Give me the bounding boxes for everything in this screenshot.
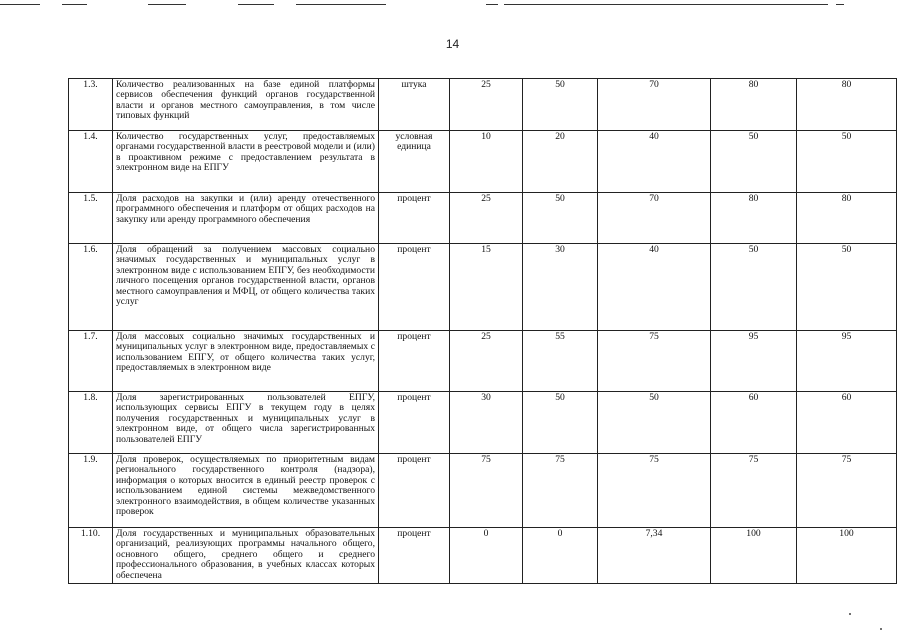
- row-number: 1.9.: [69, 454, 113, 528]
- indicator-value: 30: [523, 244, 598, 331]
- scan-artifact-line: [836, 4, 844, 5]
- indicator-value: 60: [711, 392, 797, 454]
- table-row: [69, 392, 897, 454]
- table-row: [69, 331, 897, 392]
- scan-artifact-line: [504, 4, 828, 5]
- indicator-description: Количество государственных услуг, предоставляемых органами государственной власти в реестровой модели и (или) в проактивном режиме с предоставлением результата в электронном виде на ЕПГУ: [113, 131, 379, 193]
- indicator-value: 70: [598, 79, 711, 131]
- indicator-value: 40: [598, 131, 711, 193]
- indicator-value: 80: [711, 79, 797, 131]
- row-number: 1.7.: [69, 331, 113, 392]
- indicator-description: Доля массовых социально значимых государственных и муниципальных услуг в электронном виде, предоставляемых с использованием ЕПГУ, от общего количества таких услуг, предоставляемых в электронном виде: [113, 331, 379, 392]
- indicator-value: 80: [797, 79, 897, 131]
- table-row: [69, 528, 897, 584]
- scan-artifact-line: [296, 4, 386, 5]
- unit-of-measure: процент: [379, 454, 450, 528]
- indicator-description: Доля расходов на закупки и (или) аренду отечественного программного обеспечения и платформ от общих расходов на закупку или аренду программного обеспечения: [113, 193, 379, 244]
- indicator-value: 25: [450, 193, 523, 244]
- indicators-table: [68, 78, 897, 584]
- row-number: 1.5.: [69, 193, 113, 244]
- row-number: 1.3.: [69, 79, 113, 131]
- table-row: [69, 131, 897, 193]
- indicator-value: 50: [598, 392, 711, 454]
- indicator-value: 10: [450, 131, 523, 193]
- indicator-value: 100: [797, 528, 897, 584]
- indicator-value: 95: [711, 331, 797, 392]
- indicator-value: 50: [523, 193, 598, 244]
- row-number: 1.8.: [69, 392, 113, 454]
- indicator-description: Количество реализованных на базе единой платформы сервисов обеспечения функций органов государственной власти и органов местного самоуправления, в том числе типовых функций: [113, 79, 379, 131]
- row-number: 1.4.: [69, 131, 113, 193]
- unit-of-measure: процент: [379, 392, 450, 454]
- indicator-value: 0: [450, 528, 523, 584]
- indicator-value: 80: [711, 193, 797, 244]
- indicator-value: 50: [711, 131, 797, 193]
- unit-of-measure: процент: [379, 193, 450, 244]
- scan-speck: [849, 613, 851, 615]
- table-row: [69, 454, 897, 528]
- indicator-value: 50: [523, 392, 598, 454]
- indicator-value: 55: [523, 331, 598, 392]
- indicator-value: 40: [598, 244, 711, 331]
- row-number: 1.10.: [69, 528, 113, 584]
- indicator-description: Доля проверок, осуществляемых по приоритетным видам регионального государственного контроля (надзора), информация о которых вносится в единый реестр проверок с использованием единой системы межведомственного электронного взаимодействия, в общем количестве указанных проверок: [113, 454, 379, 528]
- indicator-value: 75: [797, 454, 897, 528]
- indicator-value: 25: [450, 79, 523, 131]
- indicator-value: 75: [523, 454, 598, 528]
- scan-artifact-line: [238, 4, 274, 5]
- unit-of-measure: процент: [379, 331, 450, 392]
- indicator-value: 50: [711, 244, 797, 331]
- indicator-value: 60: [797, 392, 897, 454]
- unit-of-measure: условная единица: [379, 131, 450, 193]
- indicator-value: 15: [450, 244, 523, 331]
- indicator-value: 30: [450, 392, 523, 454]
- scan-speck: [880, 628, 882, 630]
- indicator-value: 75: [598, 454, 711, 528]
- indicator-value: 0: [523, 528, 598, 584]
- table-row: [69, 244, 897, 331]
- indicator-description: Доля государственных и муниципальных образовательных организаций, реализующих программы начального общего, основного общего, среднего общего и среднего профессионального образования, в учебных классах которых обеспечена: [113, 528, 379, 584]
- unit-of-measure: процент: [379, 244, 450, 331]
- indicator-description: Доля обращений за получением массовых социально значимых государственных и муниципальных услуг в электронном виде с использованием ЕПГУ, без необходимости личного посещения органов государственной власти, органов местного самоуправления и МФЦ, от общего количества таких услуг: [113, 244, 379, 331]
- indicator-value: 75: [450, 454, 523, 528]
- page-number: 14: [445, 37, 460, 51]
- indicator-value: 7,34: [598, 528, 711, 584]
- indicator-value: 25: [450, 331, 523, 392]
- indicator-value: 95: [797, 331, 897, 392]
- table-row: [69, 193, 897, 244]
- indicator-description: Доля зарегистрированных пользователей ЕПГУ, использующих сервисы ЕПГУ в текущем году в целях получения государственных и муниципальных услуг в электронном виде, от общего числа зарегистрированных пользователей ЕПГУ: [113, 392, 379, 454]
- unit-of-measure: штука: [379, 79, 450, 131]
- indicator-value: 75: [711, 454, 797, 528]
- indicator-value: 50: [523, 79, 598, 131]
- unit-of-measure: процент: [379, 528, 450, 584]
- row-number: 1.6.: [69, 244, 113, 331]
- indicator-value: 50: [797, 244, 897, 331]
- scan-artifact-line: [0, 4, 40, 5]
- indicator-value: 75: [598, 331, 711, 392]
- indicator-value: 80: [797, 193, 897, 244]
- table-row: [69, 79, 897, 131]
- indicator-value: 100: [711, 528, 797, 584]
- scan-artifact-line: [148, 4, 186, 5]
- scan-artifact-line: [62, 4, 87, 5]
- indicator-value: 70: [598, 193, 711, 244]
- indicator-value: 50: [797, 131, 897, 193]
- indicator-value: 20: [523, 131, 598, 193]
- scan-artifact-line: [486, 4, 498, 5]
